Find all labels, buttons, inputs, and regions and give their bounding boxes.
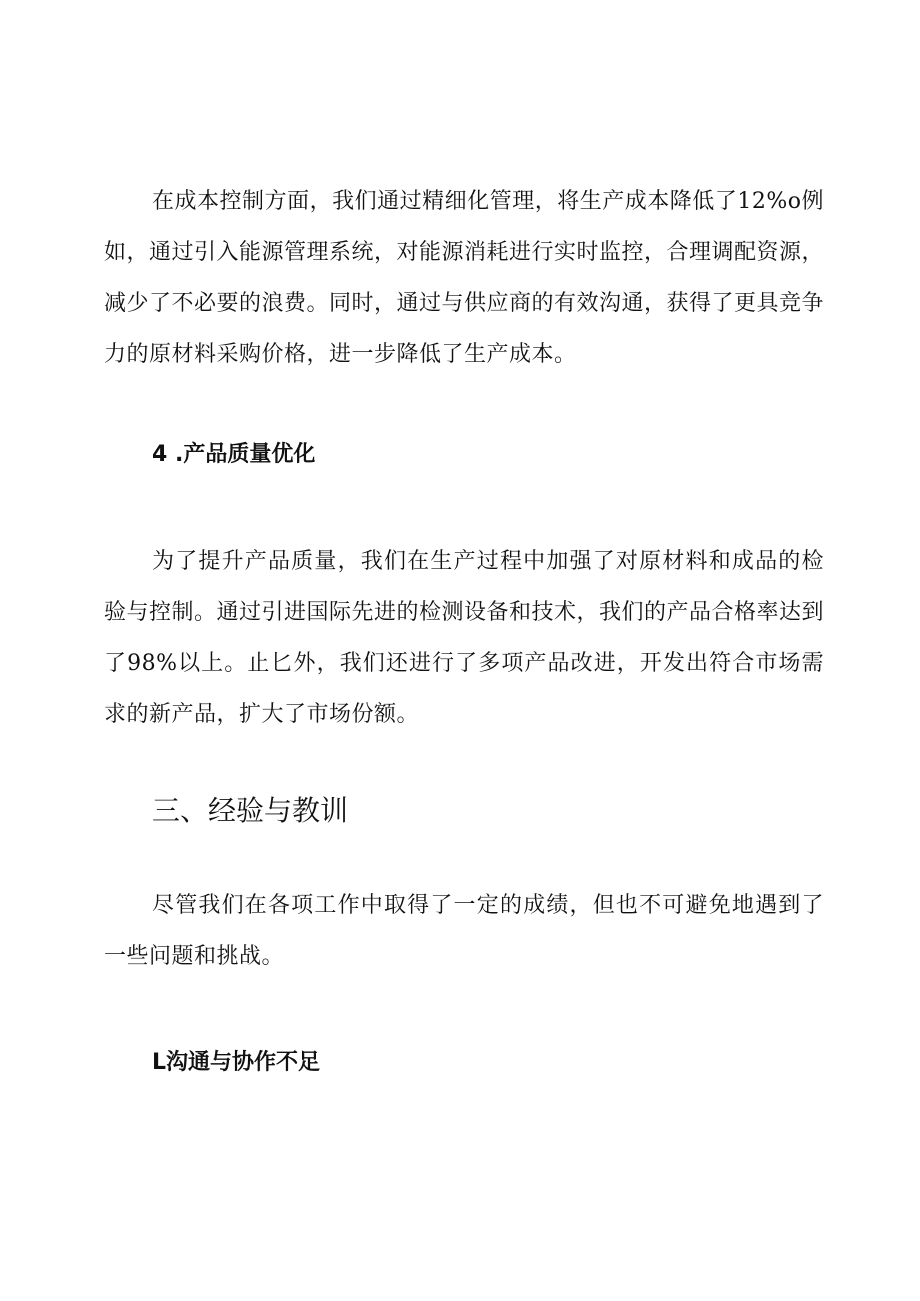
section-title-lessons: 三、经验与教训 [152, 794, 349, 827]
subheading-product-quality: 4 .产品质量优化 [152, 442, 316, 467]
paragraph-product-quality: 为了提升产品质量，我们在生产过程中加强了对原材料和成品的检验与控制。通过引进国际先进的检测设备和技术，我们的产品合格率达到了98%以上。止匕外，我们还进行了多项产品改进，开发出符合市场需求的新产品，扩大了市场份额。 [104, 549, 825, 727]
subheading-communication: L沟通与协作不足 [152, 1050, 321, 1075]
paragraph-lessons: 尽管我们在各项工作中取得了一定的成绩，但也不可避免地遇到了一些问题和挑战。 [104, 893, 824, 969]
paragraph-cost-control: 在成本控制方面，我们通过精细化管理，将生产成本降低了12%o例如，通过引入能源管理系统，对能源消耗进行实时监控，合理调配资源，减少了不必要的浪费。同时，通过与供应商的有效沟通，获得了更具竞争力的原材料采购价格，进一步降低了生产成本。 [104, 189, 825, 367]
